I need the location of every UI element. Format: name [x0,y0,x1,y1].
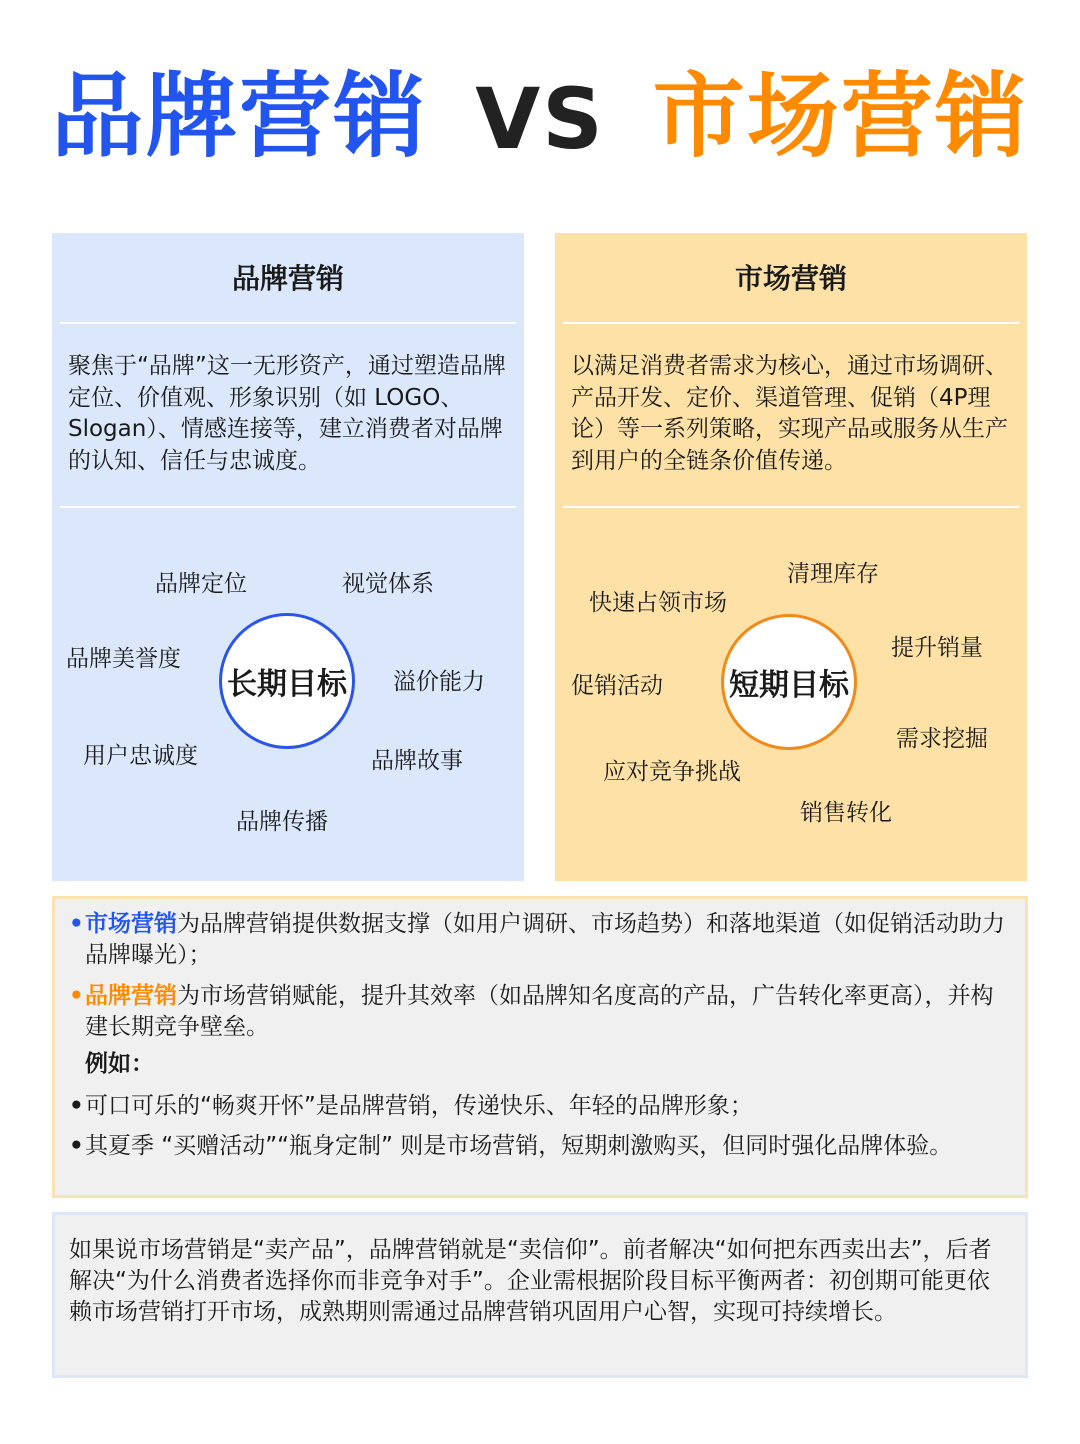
relation-box [52,896,1028,1198]
bullet-orange: • [69,983,84,1009]
keyword-sales-conversion: 销售转化 [800,800,892,826]
relation-item-brand-text: 为市场营销赋能，提升其效率（如品牌知名度高的产品，广告转化率更高），并构建长期竞争壁垒。 [85,983,994,1040]
keyword-visual-system: 视觉体系 [342,571,434,597]
example-item-1 [69,1091,1011,1122]
bullet-blue: • [69,911,84,937]
short-term-goal-label: 短期目标 [729,668,849,703]
relation-item-market-text: 为品牌营销提供数据支撑（如用户调研、市场趋势）和落地渠道（如促销活动助力品牌曝光）； [85,911,1005,968]
brand-panel-description: 聚焦于“品牌”这一无形资产，通过塑造品牌定位、价值观、形象识别（如 LOGO、Slogan）、情感连接等，建立消费者对品牌的认知、信任与忠诚度。 [68,353,506,474]
keyword-premium-ability: 溢价能力 [393,669,485,695]
keyword-occupy-market: 快速占领市场 [589,590,727,616]
brand-panel-divider-top [60,322,516,324]
example-item-2-text: 其夏季 “买赠活动”“瓶身定制” 则是市场营销，短期刺激购买，但同时强化品牌体验。 [85,1133,953,1159]
long-term-goal-circle [219,613,355,749]
market-panel-title: 市场营销 [734,262,847,295]
keyword-demand-mining: 需求挖掘 [896,726,988,752]
market-panel-description: 以满足消费者需求为核心，通过市场调研、产品开发、定价、渠道管理、促销（4P理论）等一系列策略，实现产品或服务从生产到用户的全链条价值传递。 [571,353,1008,474]
relation-item-brand-highlight: 品牌营销 [85,983,177,1009]
summary-text: 如果说市场营销是“卖产品”，品牌营销就是“卖信仰”。前者解决“如何把东西卖出去”，后者解决“为什么消费者选择你而非竞争对手”。企业需根据阶段目标平衡两者：初创期可能更依赖市场营销打开市场，成熟期则需通过品牌营销巩固用户心智，实现可持续增长。 [69,1237,992,1325]
keyword-brand-reputation: 品牌美誉度 [66,646,181,672]
bullet-black: • [69,1133,84,1159]
title-vs: VS [475,70,605,168]
page-title [0,62,1080,172]
short-term-goal-circle [721,614,857,750]
long-term-goal-label: 长期目标 [227,667,347,702]
keyword-brand-positioning: 品牌定位 [155,571,247,597]
keyword-clear-inventory: 清理库存 [787,561,879,587]
brand-panel-title: 品牌营销 [231,262,344,295]
brand-panel-divider-bottom [60,506,516,508]
market-panel-divider-bottom [563,506,1019,508]
example-item-2 [69,1131,1011,1162]
title-market-marketing: 市场营销 [652,63,1029,170]
example-label: 例如： [85,1051,154,1077]
relation-item-market [69,909,1011,971]
example-item-1-text: 可口可乐的“畅爽开怀”是品牌营销，传递快乐、年轻的品牌形象； [85,1093,753,1119]
relation-item-market-highlight: 市场营销 [85,911,177,937]
relation-item-brand [69,981,1011,1043]
title-brand-marketing: 品牌营销 [51,63,428,170]
summary-box [52,1212,1028,1378]
keyword-promotion: 促销活动 [571,673,663,699]
market-panel-divider-top [563,322,1019,324]
keyword-brand-communication: 品牌传播 [236,809,328,835]
keyword-brand-story: 品牌故事 [371,748,463,774]
bullet-black: • [69,1093,84,1119]
keyword-increase-sales: 提升销量 [891,635,983,661]
keyword-user-loyalty: 用户忠诚度 [83,743,198,769]
keyword-competition: 应对竞争挑战 [603,759,741,785]
brand-marketing-panel [52,233,524,881]
market-marketing-panel [555,233,1027,881]
